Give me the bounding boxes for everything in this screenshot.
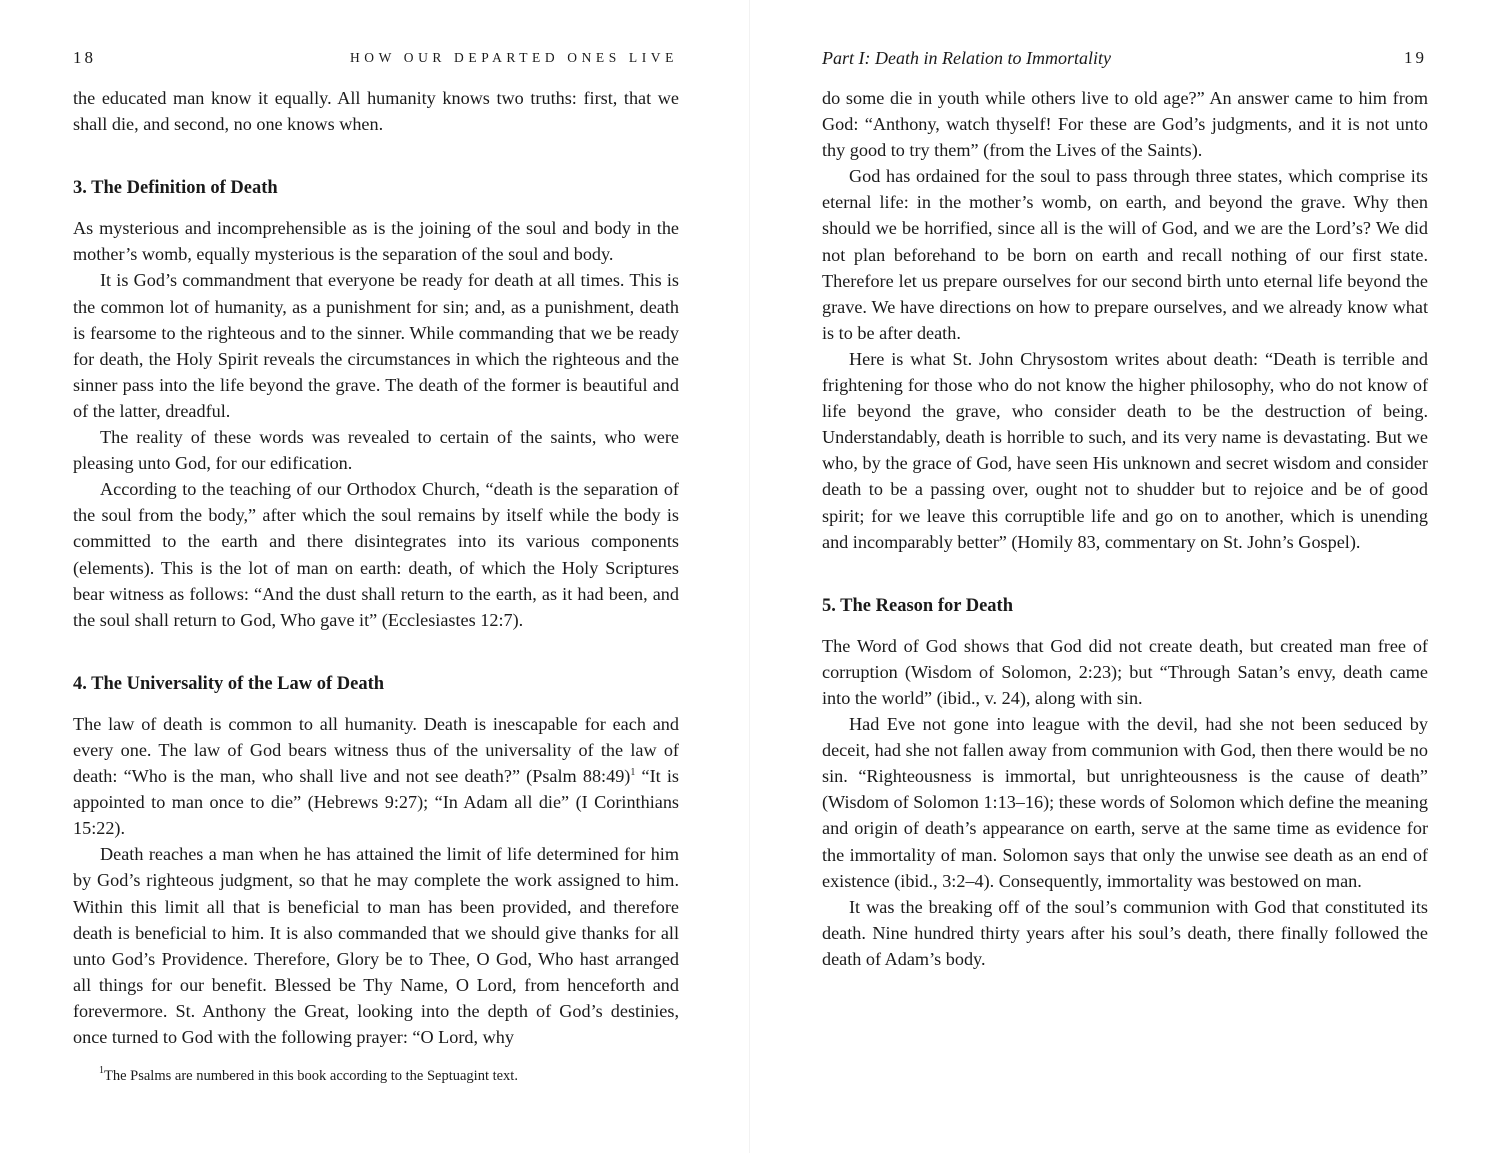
paragraph: The reality of these words was revealed to certain of the saints, who were pleasing unto God, for our edification.	[73, 427, 679, 474]
section-heading: 5. The Reason for Death	[822, 595, 1013, 616]
paragraph: Death reaches a man when he has attained the limit of life determined for him by God’s righteous judgment, so that he may complete the work assigned to him. Within this limit all that is beneficial to man has been provided, and therefore death is beneficial to him. It is also commanded that we should give thanks for all unto God’s Providence. Therefore, Glory be to Thee, O God, Who hast arranged all things for our benefit. Blessed be Thy Name, O Lord, from henceforth and forevermore. St. Anthony the Great, looking into the depth of God’s destinies, once turned to God with the following prayer: “O Lord, why	[73, 844, 679, 1047]
running-head	[73, 48, 678, 72]
paragraph: Had Eve not gone into league with the devil, had she not been seduced by deceit, had she not fallen away from communion with God, then there would be no sin. “Righteousness is immortal, but unrighteousness is the cause of death” (Wisdom of Solomon 1:13–16); these words of Solomon which define the meaning and origin of death’s appearance on earth, serve at the same time as evidence for the immortality of man. Solomon says that only the unwise see death as an end of existence (ibid., 3:2–4). Consequently, immortality was bestowed on man.	[822, 714, 1428, 891]
paragraph: As mysterious and incomprehensible as is the joining of the soul and body in the mother’s womb, equally mysterious is the separation of the soul and body.	[73, 218, 679, 265]
section-heading: 4. The Universality of the Law of Death	[73, 673, 385, 694]
body-text	[73, 85, 679, 1050]
paragraph: It was the breaking off of the soul’s communion with God that constituted its death. Nine hundred thirty years after his soul’s death, there finally followed the death of Adam’s body.	[822, 896, 1428, 969]
paragraph: According to the teaching of our Orthodox Church, “death is the separation of the soul from the body,” after which the soul remains by itself while the body is committed to the earth and there disintegrates into its various components (elements). This is the lot of man on earth: death, of which the Holy Scriptures bear witness as follows: “And the dust shall return to the earth, as it had been, and the soul shall return to God, Who gave it” (Ecclesiastes 12:7).	[73, 479, 679, 630]
paragraph: God has ordained for the soul to pass through three states, which comprise its eternal life: in the mother’s womb, on earth, and beyond the grave. Why then should we be horrified, since all is the will of God, and we are the Lord’s? We did not plan beforehand to be born on earth and recall nothing of our first state. Therefore let us prepare ourselves for our second birth unto eternal life beyond the grave. We have directions on how to prepare ourselves, and we already know what is to be after death.	[822, 166, 1428, 343]
footnote: $^1$The Psalms are numbered in this book according to the Septuagint text.	[99, 1065, 518, 1084]
body-text	[822, 85, 1428, 972]
running-head	[822, 48, 1427, 72]
page-number: 19	[1404, 48, 1427, 67]
part-title-header: Part I: Death in Relation to Immortality	[822, 48, 1111, 68]
paragraph: The law of death is common to all humanity. Death is inescapable for each and every one. The law of God bears witness thus of the universality of the law of death: “Who is the man, who shall live and not see death?” (Psalm 88:49)$^1$ “It is appointed to man once to die” (Hebrews 9:27); “In Adam all die” (I Corinthians 15:22).	[73, 713, 679, 839]
paragraph: It is God’s commandment that everyone be ready for death at all times. This is the common lot of humanity, as a punishment for sin; and, as a punishment, death is fearsome to the righteous and to the sinner. While commanding that we be ready for death, the Holy Spirit reveals the circumstances in which the righteous and the sinner pass into the life beyond the grave. The death of the former is beautiful and of the latter, dreadful.	[73, 270, 679, 421]
continued-paragraph: the educated man know it equally. All humanity knows two truths: first, that we shall die, and second, no one knows when.	[73, 88, 679, 135]
continued-paragraph: do some die in youth while others live to old age?” An answer came to him from God: “Anthony, watch thyself! For these are God’s judgments, and it is not unto thy good to try them” (from the Lives of the Saints).	[822, 88, 1428, 161]
paragraph: The Word of God shows that God did not create death, but created man free of corruption (Wisdom of Solomon, 2:23); but “Through Satan’s envy, death came into the world” (ibid., v. 24), along with sin.	[822, 635, 1428, 708]
paragraph: Here is what St. John Chrysostom writes about death: “Death is terrible and frightening for those who do not know the higher philosophy, who do not know of life beyond the grave, who consider death to be the destruction of being. Understandably, death is horrible to such, and its very name is devastating. But we who, by the grace of God, have seen His unknown and secret wisdom and consider death to be a passing over, ought not to shudder but to rejoice and be of good spirit; for we leave this corruptible life and go on to another, which is unending and incomparably better” (Homily 83, commentary on St. John’s Gospel).	[822, 348, 1428, 552]
page-number: 18	[73, 48, 96, 67]
right-page	[750, 0, 1500, 1153]
book-title-header: HOW OUR DEPARTED ONES LIVE	[349, 50, 678, 65]
section-heading: 3. The Definition of Death	[73, 178, 278, 199]
footnote-marker: 1	[99, 1065, 104, 1076]
footnote-reference: 1	[630, 767, 636, 779]
